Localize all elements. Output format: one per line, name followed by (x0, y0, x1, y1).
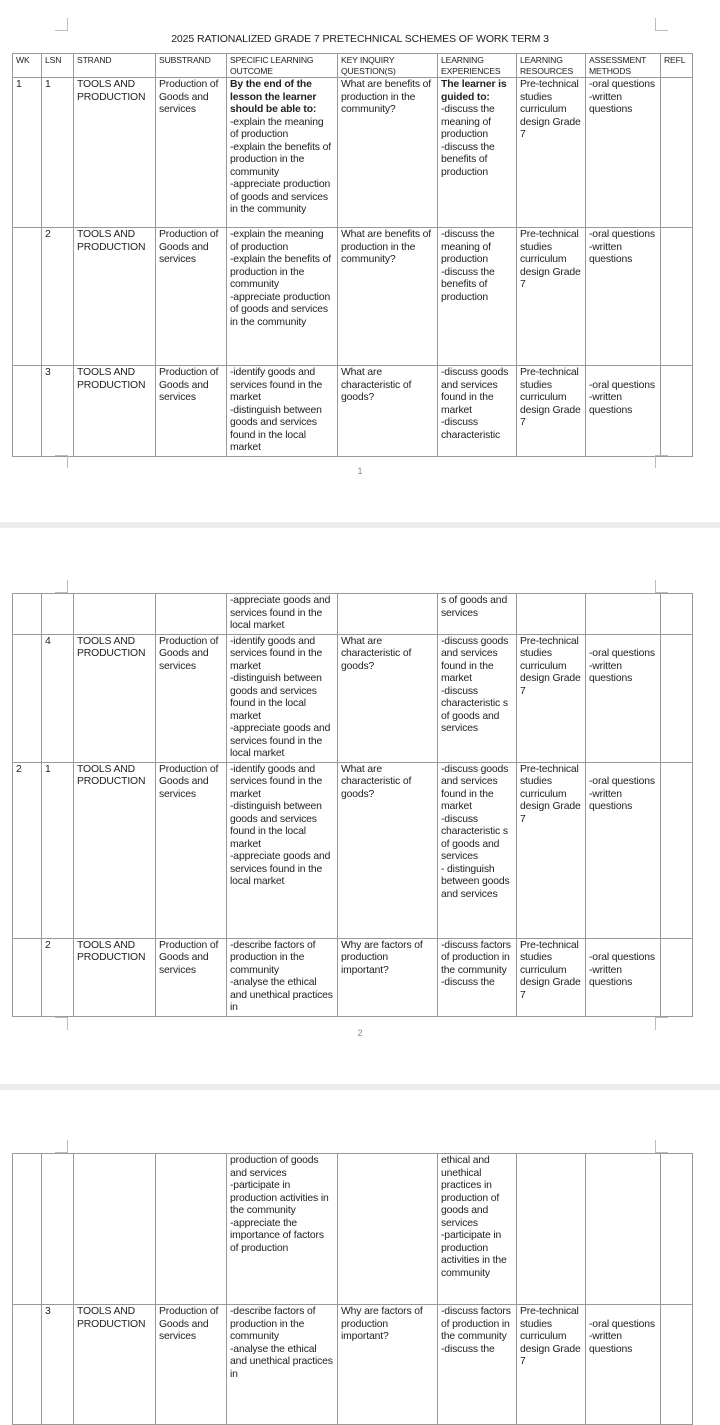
column-header: REFL (661, 54, 693, 78)
cell-text: -discuss goods and services found in the market -discuss characteristic s of goods and services (441, 635, 509, 734)
assessment-cell (586, 762, 661, 938)
strand-cell (74, 938, 156, 1016)
strand-cell (74, 228, 156, 366)
cell-text: What are benefits of production in the community? (341, 229, 431, 265)
learning-outcome-cell (227, 78, 338, 228)
lesson-cell (42, 228, 74, 366)
cell-text: production of goods and services -participate in production activities in the community -appreciate the importance of factors of production (230, 1155, 329, 1254)
lesson-cell (42, 1154, 74, 1305)
reflection-cell (661, 366, 693, 457)
cell-text: -oral questions -written questions (589, 379, 655, 416)
cell-text: -oral questions -written questions (589, 952, 655, 988)
key-inquiry-cell (338, 1305, 438, 1425)
learning-resources-cell (517, 634, 586, 762)
learning-outcome-cell (227, 594, 338, 635)
cell-text: Pre-technical studies curriculum design Grade 7 (520, 763, 581, 825)
cell-text: TOOLS AND PRODUCTION (77, 763, 146, 787)
cell-text: 2 (45, 939, 51, 951)
cell-text: TOOLS AND PRODUCTION (77, 367, 146, 391)
lesson-cell (42, 594, 74, 635)
cell-text: 2 (16, 763, 22, 775)
reflection-cell (661, 228, 693, 366)
assessment-cell (586, 366, 661, 457)
lesson-cell (42, 1305, 74, 1425)
cell-text: -identify goods and services found in the market -distinguish between goods and services found in the local market (230, 367, 323, 453)
crop-mark (55, 1017, 68, 1030)
learning-experiences-cell (438, 366, 517, 457)
key-inquiry-cell (338, 366, 438, 457)
cell-text: Why are factors of production important? (341, 1306, 423, 1342)
learning-experiences-cell (438, 594, 517, 635)
cell-text: Production of Goods and services (159, 1306, 219, 1342)
reflection-cell (661, 634, 693, 762)
cell-text: Production of Goods and services (159, 763, 219, 800)
key-inquiry-cell (338, 594, 438, 635)
substrand-cell (156, 228, 227, 366)
learning-resources-cell (517, 1305, 586, 1425)
cell-text: TOOLS AND PRODUCTION (77, 1306, 146, 1330)
cell-text: Production of Goods and services (159, 367, 219, 403)
column-header: LEARNING RESOURCES (517, 54, 586, 78)
strand-cell (74, 78, 156, 228)
reflection-cell (661, 594, 693, 635)
key-inquiry-cell (338, 762, 438, 938)
table-row (13, 762, 693, 938)
learning-resources-cell (517, 78, 586, 228)
substrand-cell (156, 634, 227, 762)
cell-text: Pre-technical studies curriculum design Grade 7 (520, 1306, 581, 1367)
crop-mark (55, 1140, 68, 1153)
cell-text: 2 (45, 229, 51, 240)
substrand-cell (156, 78, 227, 228)
column-header: SUBSTRAND (156, 54, 227, 78)
crop-mark (655, 1140, 668, 1153)
assessment-cell (586, 634, 661, 762)
cell-text: TOOLS AND PRODUCTION (77, 635, 146, 659)
table-row (13, 228, 693, 366)
cell-text: TOOLS AND PRODUCTION (77, 79, 146, 103)
week-cell (13, 366, 42, 457)
key-inquiry-cell (338, 634, 438, 762)
cell-text: Why are factors of production important? (341, 939, 423, 976)
column-header: WK (13, 54, 42, 78)
table-row (13, 938, 693, 1016)
column-header: SPECIFIC LEARNING OUTCOME (227, 54, 338, 78)
reflection-cell (661, 1154, 693, 1305)
learning-experiences-cell (438, 634, 517, 762)
week-cell (13, 594, 42, 635)
assessment-cell (586, 78, 661, 228)
cell-text: Pre-technical studies curriculum design Grade 7 (520, 229, 581, 290)
strand-cell (74, 634, 156, 762)
assessment-cell (586, 228, 661, 366)
table-header-row (13, 54, 693, 78)
crop-mark (655, 580, 668, 593)
column-header: STRAND (74, 54, 156, 78)
column-header: LSN (42, 54, 74, 78)
learning-outcome-cell (227, 1305, 338, 1425)
column-header: KEY INQUIRY QUESTION(S) (338, 54, 438, 78)
learning-resources-cell (517, 594, 586, 635)
learning-experiences-cell (438, 762, 517, 938)
assessment-cell (586, 1305, 661, 1425)
crop-mark (655, 1017, 668, 1030)
substrand-cell (156, 594, 227, 635)
substrand-cell (156, 366, 227, 457)
cell-text: -discuss goods and services found in the market -discuss characteristic (441, 367, 509, 441)
lesson-cell (42, 938, 74, 1016)
cell-text: -describe factors of production in the community -analyse the ethical and unethical practices in (230, 939, 333, 1013)
cell-text: -appreciate goods and services found in the local market (230, 595, 331, 631)
table-row (13, 78, 693, 228)
scheme-table (12, 53, 693, 457)
learning-experiences-cell (438, 228, 517, 366)
week-cell (13, 1305, 42, 1425)
week-cell (13, 634, 42, 762)
cell-text: What are characteristic of goods? (341, 367, 412, 403)
crop-mark (55, 18, 68, 31)
cell-text: -identify goods and services found in the market -distinguish between goods and services found in the local market -appreciate goods and services found in the local market (230, 635, 331, 759)
learning-outcome-cell (227, 228, 338, 366)
assessment-cell (586, 1154, 661, 1305)
learning-resources-cell (517, 228, 586, 366)
strand-cell (74, 1154, 156, 1305)
cell-text: -oral questions -written questions (589, 1318, 655, 1355)
cell-text: -discuss goods and services found in the market -discuss characteristic s of goods and services - distinguish between goods and services (441, 763, 510, 900)
cell-text: -identify goods and services found in the market -distinguish between goods and services found in the local market -appreciate goods and services found in the local market (230, 763, 331, 887)
cell-text: 1 (45, 79, 51, 90)
table-row (13, 1305, 693, 1425)
learning-resources-cell (517, 762, 586, 938)
week-cell (13, 938, 42, 1016)
cell-text: -discuss factors of production in the community -discuss the (441, 1306, 511, 1355)
cell-text: -discuss the meaning of production -discuss the benefits of production (441, 104, 495, 178)
cell-text: -oral questions -written questions (589, 776, 655, 812)
table-row (13, 1154, 693, 1305)
week-cell (13, 78, 42, 228)
cell-text: TOOLS AND PRODUCTION (77, 229, 146, 253)
key-inquiry-cell (338, 938, 438, 1016)
crop-mark (655, 455, 668, 468)
cell-text: -explain the meaning of production -explain the benefits of production in the community -appreciate production of goods and services in the community (230, 116, 331, 215)
key-inquiry-cell (338, 1154, 438, 1305)
cell-text: -discuss factors of production in the community -discuss the (441, 939, 511, 988)
cell-text: Production of Goods and services (159, 79, 219, 115)
key-inquiry-cell (338, 78, 438, 228)
cell-text: 1 (16, 79, 22, 90)
substrand-cell (156, 1154, 227, 1305)
reflection-cell (661, 938, 693, 1016)
table-row (13, 594, 693, 635)
cell-text: 3 (45, 367, 51, 378)
column-header: ASSESSMENT METHODS (586, 54, 661, 78)
cell-text: What are characteristic of goods? (341, 635, 412, 672)
cell-text: Production of Goods and services (159, 939, 219, 976)
cell-text: s of goods and services (441, 595, 508, 619)
learning-experiences-cell (438, 1154, 517, 1305)
reflection-cell (661, 762, 693, 938)
outcome-intro: By the end of the lesson the learner should be able to: (230, 79, 317, 115)
week-cell (13, 762, 42, 938)
column-header: LEARNING EXPERIENCES (438, 54, 517, 78)
document-title: 2025 RATIONALIZED GRADE 7 PRETECHNICAL SCHEMES OF WORK TERM 3 (171, 33, 549, 45)
cell-text: -describe factors of production in the community -analyse the ethical and unethical practices in (230, 1306, 333, 1380)
learning-outcome-cell (227, 366, 338, 457)
learning-experiences-cell (438, 78, 517, 228)
substrand-cell (156, 938, 227, 1016)
lesson-cell (42, 366, 74, 457)
lesson-cell (42, 78, 74, 228)
strand-cell (74, 366, 156, 457)
page-number: 2 (357, 1028, 363, 1038)
cell-text: 1 (45, 763, 51, 775)
substrand-cell (156, 1305, 227, 1425)
reflection-cell (661, 78, 693, 228)
crop-mark (55, 580, 68, 593)
learning-resources-cell (517, 938, 586, 1016)
table-row (13, 366, 693, 457)
page-number: 1 (357, 466, 363, 476)
week-cell (13, 228, 42, 366)
learning-resources-cell (517, 1154, 586, 1305)
key-inquiry-cell (338, 228, 438, 366)
reflection-cell (661, 1305, 693, 1425)
strand-cell (74, 594, 156, 635)
table-row (13, 634, 693, 762)
crop-mark (655, 18, 668, 31)
cell-text: What are benefits of production in the community? (341, 79, 431, 115)
learning-outcome-cell (227, 938, 338, 1016)
cell-text: -oral questions -written questions (589, 229, 655, 265)
scheme-table (12, 593, 693, 1017)
week-cell (13, 1154, 42, 1305)
assessment-cell (586, 938, 661, 1016)
cell-text: Pre-technical studies curriculum design Grade 7 (520, 367, 581, 428)
learning-outcome-cell (227, 1154, 338, 1305)
cell-text: -discuss the meaning of production -discuss the benefits of production (441, 229, 495, 303)
strand-cell (74, 1305, 156, 1425)
cell-text: -oral questions -written questions (589, 648, 655, 684)
cell-text: Production of Goods and services (159, 229, 219, 265)
strand-cell (74, 762, 156, 938)
learning-outcome-cell (227, 634, 338, 762)
lesson-cell (42, 762, 74, 938)
cell-text: 4 (45, 635, 51, 647)
cell-text: TOOLS AND PRODUCTION (77, 939, 146, 963)
experiences-intro: The learner is guided to: (441, 79, 507, 103)
cell-text: What are characteristic of goods? (341, 763, 412, 800)
cell-text: -oral questions -written questions (589, 79, 655, 115)
lesson-cell (42, 634, 74, 762)
cell-text: Production of Goods and services (159, 635, 219, 672)
scheme-table (12, 1153, 693, 1425)
learning-experiences-cell (438, 1305, 517, 1425)
cell-text: Pre-technical studies curriculum design Grade 7 (520, 79, 581, 140)
crop-mark (55, 455, 68, 468)
cell-text: Pre-technical studies curriculum design Grade 7 (520, 939, 581, 1001)
cell-text: 3 (45, 1306, 51, 1317)
learning-experiences-cell (438, 938, 517, 1016)
learning-outcome-cell (227, 762, 338, 938)
cell-text: ethical and unethical practices in production of goods and services -participate in production activities in the community (441, 1155, 507, 1279)
cell-text: -explain the meaning of production -explain the benefits of production in the community -appreciate production of goods and services in the community (230, 229, 331, 328)
substrand-cell (156, 762, 227, 938)
cell-text: Pre-technical studies curriculum design Grade 7 (520, 635, 581, 697)
learning-resources-cell (517, 366, 586, 457)
assessment-cell (586, 594, 661, 635)
